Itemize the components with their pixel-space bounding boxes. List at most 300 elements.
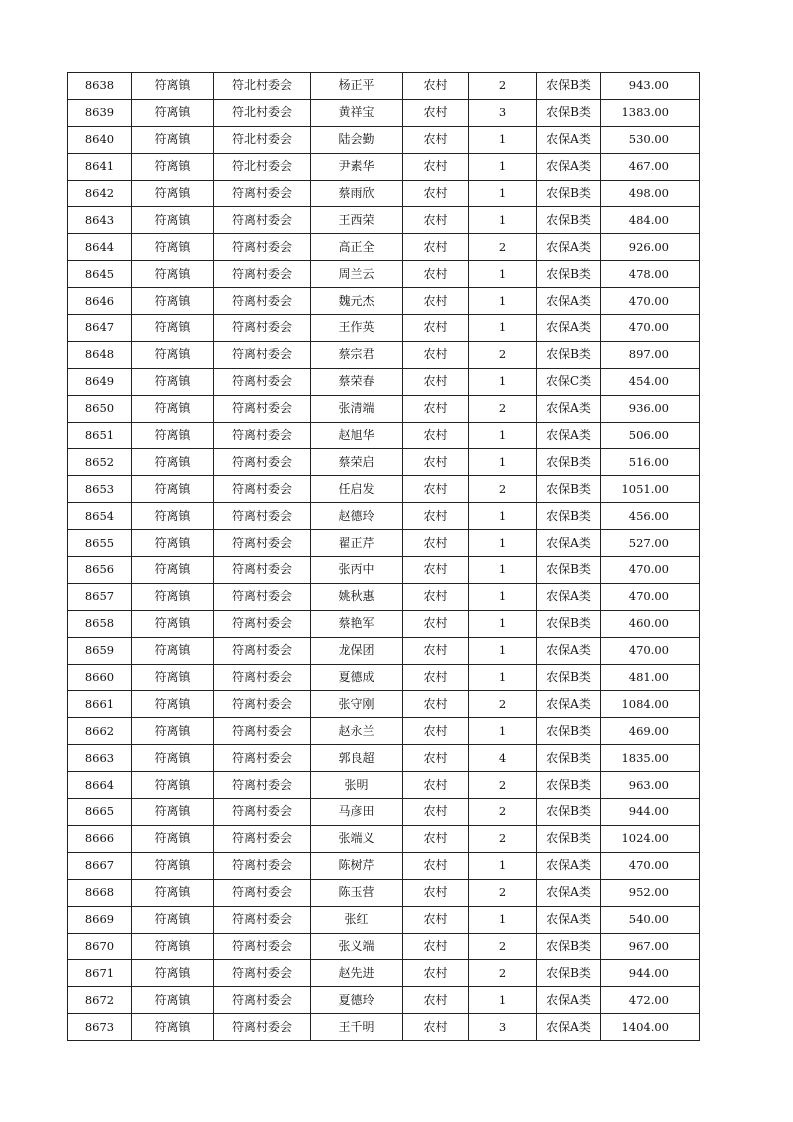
cell-town: 符离镇 [132,1014,214,1041]
cell-amount: 926.00 [601,234,700,261]
cell-type: 农村 [403,126,469,153]
cell-name: 龙保团 [311,637,403,664]
table-row [68,341,700,368]
cell-amount: 516.00 [601,449,700,476]
cell-type: 农村 [403,987,469,1014]
cell-type: 农村 [403,852,469,879]
cell-category: 农保A类 [537,315,601,342]
cell-amount: 470.00 [601,315,700,342]
table-row [68,879,700,906]
cell-village: 符北村委会 [214,99,311,126]
cell-village: 符离村委会 [214,530,311,557]
cell-category: 农保A类 [537,583,601,610]
cell-town: 符离镇 [132,879,214,906]
cell-town: 符离镇 [132,395,214,422]
cell-type: 农村 [403,530,469,557]
cell-category: 农保B类 [537,772,601,799]
cell-type: 农村 [403,341,469,368]
cell-count: 1 [469,126,537,153]
table-row [68,799,700,826]
cell-town: 符离镇 [132,530,214,557]
table-row [68,987,700,1014]
cell-amount: 467.00 [601,153,700,180]
cell-town: 符离镇 [132,557,214,584]
table-row [68,960,700,987]
cell-category: 农保C类 [537,368,601,395]
cell-category: 农保B类 [537,99,601,126]
cell-id: 8645 [68,261,132,288]
cell-village: 符离村委会 [214,906,311,933]
cell-category: 农保B类 [537,73,601,100]
table-row [68,664,700,691]
cell-name: 蔡荣启 [311,449,403,476]
cell-category: 农保B类 [537,180,601,207]
cell-type: 农村 [403,610,469,637]
cell-count: 2 [469,825,537,852]
cell-name: 姚秋惠 [311,583,403,610]
cell-count: 2 [469,879,537,906]
cell-village: 符离村委会 [214,691,311,718]
cell-name: 张守刚 [311,691,403,718]
cell-id: 8666 [68,825,132,852]
cell-amount: 936.00 [601,395,700,422]
cell-count: 1 [469,207,537,234]
table-row [68,395,700,422]
cell-type: 农村 [403,745,469,772]
cell-category: 农保A类 [537,906,601,933]
cell-id: 8646 [68,288,132,315]
cell-type: 农村 [403,718,469,745]
table-row [68,825,700,852]
cell-name: 陆会勤 [311,126,403,153]
cell-id: 8670 [68,933,132,960]
cell-name: 王作英 [311,315,403,342]
cell-type: 农村 [403,1014,469,1041]
cell-amount: 456.00 [601,503,700,530]
cell-category: 农保B类 [537,960,601,987]
cell-type: 农村 [403,288,469,315]
cell-name: 张义端 [311,933,403,960]
cell-village: 符离村委会 [214,825,311,852]
cell-name: 陈树芹 [311,852,403,879]
cell-town: 符离镇 [132,368,214,395]
cell-count: 1 [469,718,537,745]
cell-category: 农保A类 [537,395,601,422]
cell-town: 符离镇 [132,503,214,530]
cell-id: 8658 [68,610,132,637]
cell-count: 2 [469,234,537,261]
cell-town: 符离镇 [132,745,214,772]
cell-category: 农保A类 [537,691,601,718]
cell-count: 3 [469,99,537,126]
cell-type: 农村 [403,315,469,342]
cell-id: 8668 [68,879,132,906]
cell-amount: 470.00 [601,583,700,610]
table-row [68,207,700,234]
table-row [68,691,700,718]
cell-count: 1 [469,583,537,610]
cell-town: 符离镇 [132,637,214,664]
cell-village: 符离村委会 [214,1014,311,1041]
cell-category: 农保B类 [537,341,601,368]
cell-village: 符离村委会 [214,234,311,261]
table-row [68,261,700,288]
cell-town: 符离镇 [132,207,214,234]
cell-amount: 481.00 [601,664,700,691]
cell-type: 农村 [403,99,469,126]
cell-village: 符离村委会 [214,368,311,395]
cell-category: 农保A类 [537,530,601,557]
cell-town: 符离镇 [132,610,214,637]
cell-type: 农村 [403,772,469,799]
cell-amount: 454.00 [601,368,700,395]
cell-amount: 967.00 [601,933,700,960]
cell-count: 1 [469,852,537,879]
cell-town: 符离镇 [132,772,214,799]
cell-town: 符离镇 [132,799,214,826]
cell-id: 8649 [68,368,132,395]
table-row [68,99,700,126]
cell-category: 农保A类 [537,879,601,906]
cell-village: 符离村委会 [214,745,311,772]
table-row [68,73,700,100]
cell-village: 符离村委会 [214,637,311,664]
cell-amount: 1404.00 [601,1014,700,1041]
cell-category: 农保B类 [537,825,601,852]
cell-town: 符离镇 [132,261,214,288]
cell-category: 农保A类 [537,153,601,180]
cell-category: 农保B类 [537,207,601,234]
cell-amount: 506.00 [601,422,700,449]
cell-count: 2 [469,772,537,799]
cell-town: 符离镇 [132,449,214,476]
cell-village: 符离村委会 [214,987,311,1014]
cell-village: 符离村委会 [214,449,311,476]
cell-village: 符离村委会 [214,933,311,960]
cell-town: 符离镇 [132,960,214,987]
cell-count: 1 [469,906,537,933]
cell-village: 符离村委会 [214,180,311,207]
cell-name: 马彦田 [311,799,403,826]
cell-count: 2 [469,960,537,987]
roster-body [68,73,700,1041]
cell-type: 农村 [403,73,469,100]
cell-id: 8672 [68,987,132,1014]
cell-type: 农村 [403,879,469,906]
cell-name: 杨正平 [311,73,403,100]
cell-id: 8656 [68,557,132,584]
cell-village: 符北村委会 [214,73,311,100]
cell-id: 8657 [68,583,132,610]
cell-name: 赵先进 [311,960,403,987]
cell-id: 8647 [68,315,132,342]
cell-category: 农保B类 [537,799,601,826]
table-row [68,852,700,879]
cell-village: 符离村委会 [214,315,311,342]
cell-amount: 1835.00 [601,745,700,772]
cell-id: 8639 [68,99,132,126]
cell-type: 农村 [403,395,469,422]
table-row [68,557,700,584]
cell-category: 农保B类 [537,933,601,960]
cell-village: 符离村委会 [214,207,311,234]
table-row [68,449,700,476]
cell-type: 农村 [403,503,469,530]
cell-name: 张丙中 [311,557,403,584]
cell-name: 赵永兰 [311,718,403,745]
cell-id: 8655 [68,530,132,557]
cell-village: 符离村委会 [214,718,311,745]
cell-count: 1 [469,422,537,449]
cell-category: 农保B类 [537,449,601,476]
table-row [68,180,700,207]
cell-category: 农保B类 [537,664,601,691]
cell-town: 符离镇 [132,583,214,610]
cell-name: 蔡宗君 [311,341,403,368]
cell-village: 符离村委会 [214,960,311,987]
cell-category: 农保A类 [537,987,601,1014]
cell-amount: 943.00 [601,73,700,100]
cell-name: 翟正芹 [311,530,403,557]
table-row [68,906,700,933]
cell-type: 农村 [403,960,469,987]
cell-id: 8651 [68,422,132,449]
cell-village: 符离村委会 [214,583,311,610]
cell-id: 8671 [68,960,132,987]
cell-town: 符离镇 [132,476,214,503]
cell-count: 1 [469,503,537,530]
cell-id: 8669 [68,906,132,933]
cell-category: 农保B类 [537,503,601,530]
cell-village: 符离村委会 [214,879,311,906]
cell-category: 农保A类 [537,126,601,153]
table-row [68,476,700,503]
cell-amount: 897.00 [601,341,700,368]
cell-type: 农村 [403,799,469,826]
cell-town: 符离镇 [132,906,214,933]
cell-village: 符北村委会 [214,126,311,153]
cell-type: 农村 [403,153,469,180]
cell-category: 农保A类 [537,422,601,449]
cell-amount: 472.00 [601,987,700,1014]
cell-count: 1 [469,449,537,476]
cell-name: 蔡荣春 [311,368,403,395]
cell-amount: 470.00 [601,557,700,584]
cell-amount: 1051.00 [601,476,700,503]
cell-type: 农村 [403,691,469,718]
cell-town: 符离镇 [132,987,214,1014]
cell-category: 农保B类 [537,261,601,288]
cell-type: 农村 [403,234,469,261]
cell-category: 农保B类 [537,718,601,745]
cell-count: 1 [469,261,537,288]
cell-id: 8662 [68,718,132,745]
cell-count: 1 [469,315,537,342]
cell-id: 8642 [68,180,132,207]
table-row [68,772,700,799]
cell-name: 魏元杰 [311,288,403,315]
cell-count: 1 [469,987,537,1014]
cell-category: 农保A类 [537,234,601,261]
cell-amount: 498.00 [601,180,700,207]
cell-village: 符离村委会 [214,261,311,288]
cell-village: 符离村委会 [214,799,311,826]
cell-type: 农村 [403,557,469,584]
table-row [68,422,700,449]
cell-id: 8673 [68,1014,132,1041]
table-row [68,288,700,315]
table-row [68,368,700,395]
cell-category: 农保A类 [537,1014,601,1041]
cell-count: 2 [469,341,537,368]
cell-village: 符北村委会 [214,153,311,180]
cell-name: 赵德玲 [311,503,403,530]
cell-name: 高正全 [311,234,403,261]
cell-town: 符离镇 [132,664,214,691]
cell-count: 4 [469,745,537,772]
cell-town: 符离镇 [132,852,214,879]
cell-village: 符离村委会 [214,772,311,799]
cell-amount: 527.00 [601,530,700,557]
cell-village: 符离村委会 [214,341,311,368]
cell-town: 符离镇 [132,718,214,745]
cell-count: 2 [469,395,537,422]
cell-name: 夏德玲 [311,987,403,1014]
cell-name: 赵旭华 [311,422,403,449]
cell-count: 1 [469,610,537,637]
cell-id: 8665 [68,799,132,826]
cell-name: 张红 [311,906,403,933]
table-row [68,718,700,745]
cell-id: 8661 [68,691,132,718]
cell-town: 符离镇 [132,99,214,126]
cell-name: 任启发 [311,476,403,503]
cell-town: 符离镇 [132,180,214,207]
table-row [68,530,700,557]
cell-count: 2 [469,691,537,718]
cell-name: 陈玉营 [311,879,403,906]
cell-village: 符离村委会 [214,610,311,637]
cell-count: 2 [469,799,537,826]
cell-name: 蔡雨欣 [311,180,403,207]
cell-count: 2 [469,933,537,960]
cell-village: 符离村委会 [214,852,311,879]
cell-amount: 1383.00 [601,99,700,126]
cell-name: 张清端 [311,395,403,422]
cell-type: 农村 [403,207,469,234]
cell-category: 农保B类 [537,610,601,637]
cell-name: 张明 [311,772,403,799]
cell-name: 蔡艳军 [311,610,403,637]
cell-type: 农村 [403,180,469,207]
cell-village: 符离村委会 [214,503,311,530]
cell-town: 符离镇 [132,933,214,960]
cell-village: 符离村委会 [214,288,311,315]
cell-amount: 484.00 [601,207,700,234]
table-row [68,1014,700,1041]
cell-town: 符离镇 [132,126,214,153]
table-row [68,126,700,153]
cell-type: 农村 [403,637,469,664]
cell-name: 尹素华 [311,153,403,180]
table-row [68,745,700,772]
cell-amount: 470.00 [601,852,700,879]
cell-type: 农村 [403,825,469,852]
cell-count: 1 [469,368,537,395]
cell-town: 符离镇 [132,691,214,718]
cell-count: 1 [469,288,537,315]
cell-town: 符离镇 [132,73,214,100]
cell-id: 8643 [68,207,132,234]
cell-amount: 478.00 [601,261,700,288]
cell-amount: 540.00 [601,906,700,933]
table-row [68,234,700,261]
cell-type: 农村 [403,261,469,288]
cell-town: 符离镇 [132,153,214,180]
roster-table [67,72,700,1041]
table-row [68,503,700,530]
table-row [68,153,700,180]
table-row [68,637,700,664]
cell-type: 农村 [403,449,469,476]
cell-type: 农村 [403,933,469,960]
cell-id: 8667 [68,852,132,879]
cell-village: 符离村委会 [214,476,311,503]
cell-amount: 460.00 [601,610,700,637]
cell-count: 1 [469,637,537,664]
cell-id: 8660 [68,664,132,691]
table-row [68,583,700,610]
cell-count: 1 [469,664,537,691]
cell-amount: 1084.00 [601,691,700,718]
cell-id: 8664 [68,772,132,799]
cell-village: 符离村委会 [214,557,311,584]
cell-category: 农保A类 [537,637,601,664]
cell-town: 符离镇 [132,825,214,852]
cell-id: 8640 [68,126,132,153]
cell-id: 8650 [68,395,132,422]
cell-name: 郭良超 [311,745,403,772]
cell-town: 符离镇 [132,288,214,315]
cell-category: 农保B类 [537,476,601,503]
cell-type: 农村 [403,664,469,691]
cell-id: 8644 [68,234,132,261]
cell-id: 8663 [68,745,132,772]
cell-name: 张端义 [311,825,403,852]
cell-category: 农保A类 [537,288,601,315]
cell-amount: 530.00 [601,126,700,153]
cell-type: 农村 [403,583,469,610]
cell-amount: 470.00 [601,637,700,664]
cell-type: 农村 [403,422,469,449]
table-row [68,315,700,342]
cell-name: 王千明 [311,1014,403,1041]
cell-id: 8648 [68,341,132,368]
cell-amount: 470.00 [601,288,700,315]
cell-type: 农村 [403,368,469,395]
cell-category: 农保B类 [537,745,601,772]
cell-name: 王西荣 [311,207,403,234]
cell-amount: 952.00 [601,879,700,906]
table-row [68,933,700,960]
cell-type: 农村 [403,906,469,933]
cell-count: 3 [469,1014,537,1041]
cell-count: 1 [469,180,537,207]
cell-amount: 944.00 [601,960,700,987]
cell-town: 符离镇 [132,234,214,261]
cell-count: 1 [469,530,537,557]
cell-id: 8659 [68,637,132,664]
